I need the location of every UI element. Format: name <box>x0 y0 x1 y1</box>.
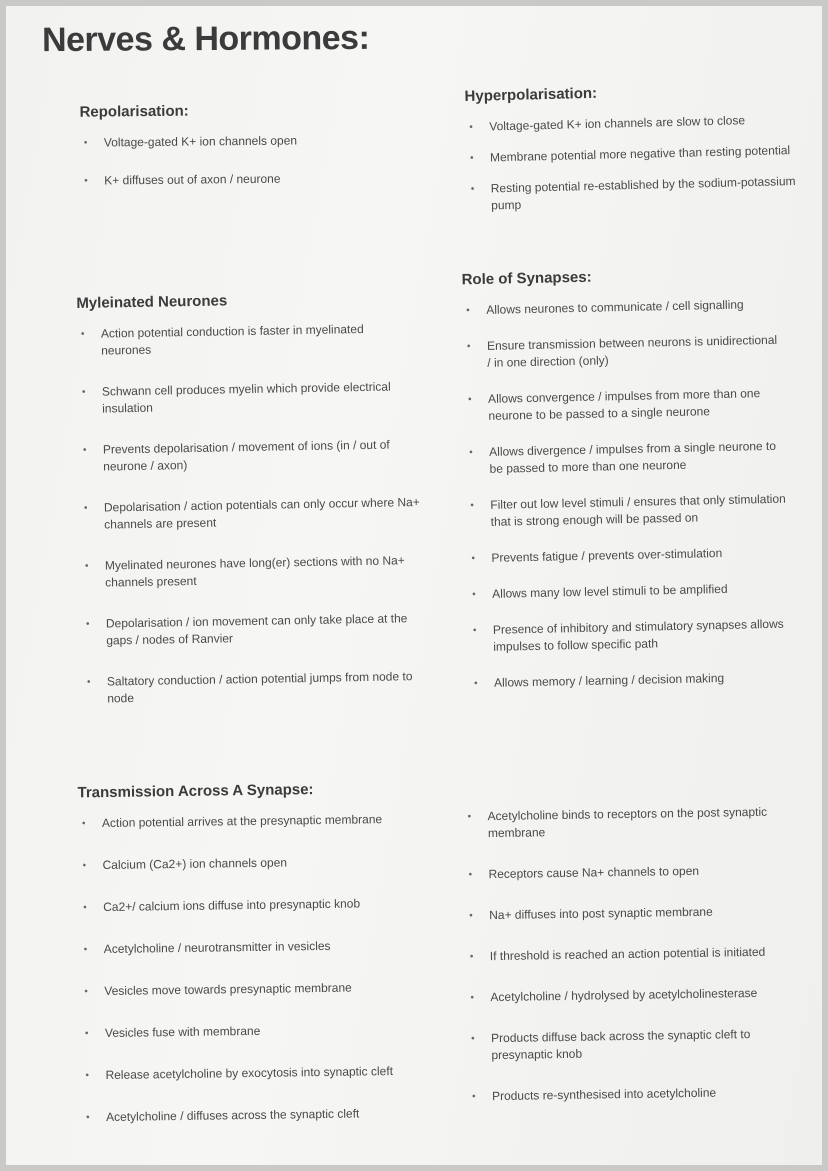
synapses-list <box>462 296 790 693</box>
hyperpolarisation-section <box>464 80 797 229</box>
list-item: • Products re-synthesised into acetylcholine <box>468 1083 788 1105</box>
list-item: • Allows convergence / impulses from more than one neurone to be passed to a single neurone <box>464 385 785 426</box>
transmission-list-left <box>78 811 422 1127</box>
repolarisation-list <box>80 131 411 189</box>
hyperpolarisation-heading: Hyperpolarisation: <box>464 84 598 106</box>
page-title: Nerves & Hormones: <box>41 18 370 60</box>
list-item: • Resting potential re-established by the sodium-potassium pump <box>467 173 798 215</box>
myelinated-list <box>77 320 424 708</box>
transmission-section-continued <box>463 804 788 1130</box>
list-item: • Ca2+/ calcium ions diffuse into presynaptic knob <box>79 895 419 917</box>
list-item: • Voltage-gated K+ ion channels are slow to close <box>465 111 795 136</box>
myelinated-section <box>76 289 424 732</box>
list-item: • Allows divergence / impulses from a single neurone to be passed to more than one neurone <box>465 438 786 479</box>
list-item: • Allows neurones to communicate / cell signalling <box>462 296 782 320</box>
list-item: • Products diffuse back across the synaptic cleft to presynaptic knob <box>467 1025 787 1064</box>
list-item: • Prevents depolarisation / movement of ions (in / out of neurone / axon) <box>79 436 420 476</box>
list-item: • Action potential conduction is faster in myelinated neurones <box>77 320 418 360</box>
list-item: • Prevents fatigue / prevents over-stimulation <box>467 544 787 568</box>
notes-page <box>6 6 822 1165</box>
list-item: • Depolarisation / ion movement can only take place at the gaps / nodes of Ranvier <box>82 610 423 650</box>
list-item: • Filter out low level stimuli / ensures that only stimulation that is strong enough will be passed on <box>466 491 787 532</box>
list-item: • Acetylcholine binds to receptors on the post synaptic membrane <box>463 804 783 843</box>
list-item: • Membrane potential more negative than resting potential <box>466 142 796 167</box>
repolarisation-section <box>79 100 410 210</box>
list-item: • Voltage-gated K+ ion channels open <box>80 131 410 151</box>
transmission-list-right <box>463 804 788 1106</box>
repolarisation-heading: Repolarisation: <box>79 102 189 121</box>
list-item: • K+ diffuses out of axon / neurone <box>80 169 410 189</box>
list-item: • Vesicles fuse with membrane <box>81 1021 421 1043</box>
list-item: • Schwann cell produces myelin which provide electrical insulation <box>78 378 419 418</box>
list-item: • Na+ diffuses into post synaptic membrane <box>465 902 785 924</box>
list-item: • Acetylcholine / neurotransmitter in vesicles <box>80 937 420 959</box>
list-item: • Myelinated neurones have long(er) sections with no Na+ channels present <box>81 552 422 592</box>
list-item: • Ensure transmission between neurons is unidirectional / in one direction (only) <box>463 332 784 373</box>
myelinated-heading: Myleinated Neurones <box>76 292 228 312</box>
synapses-heading: Role of Synapses: <box>461 268 592 289</box>
list-item: • Receptors cause Na+ channels to open <box>464 861 784 883</box>
list-item: • If threshold is reached an action potential is initiated <box>466 943 786 965</box>
synapses-section <box>461 265 790 712</box>
list-item: • Allows many low level stimuli to be amplified <box>468 580 788 604</box>
list-item: • Acetylcholine / hydrolysed by acetylcholinesterase <box>466 984 786 1006</box>
hyperpolarisation-list <box>465 111 797 215</box>
transmission-section <box>77 780 422 1152</box>
list-item: • Depolarisation / action potentials can only occur where Na+ channels are present <box>80 494 421 534</box>
list-item: • Presence of inhibitory and stimulatory synapses allows impulses to follow specific path <box>469 616 790 657</box>
list-item: • Allows memory / learning / decision making <box>470 669 790 693</box>
list-item: • Vesicles move towards presynaptic membrane <box>80 979 420 1001</box>
transmission-heading: Transmission Across A Synapse: <box>77 781 314 802</box>
list-item: • Calcium (Ca2+) ion channels open <box>78 853 418 875</box>
list-item: • Action potential arrives at the presynaptic membrane <box>78 811 418 833</box>
list-item: • Acetylcholine / diffuses across the synaptic cleft <box>82 1105 422 1127</box>
list-item: • Release acetylcholine by exocytosis into synaptic cleft <box>81 1063 421 1085</box>
list-item: • Saltatory conduction / action potential jumps from node to node <box>83 668 424 708</box>
